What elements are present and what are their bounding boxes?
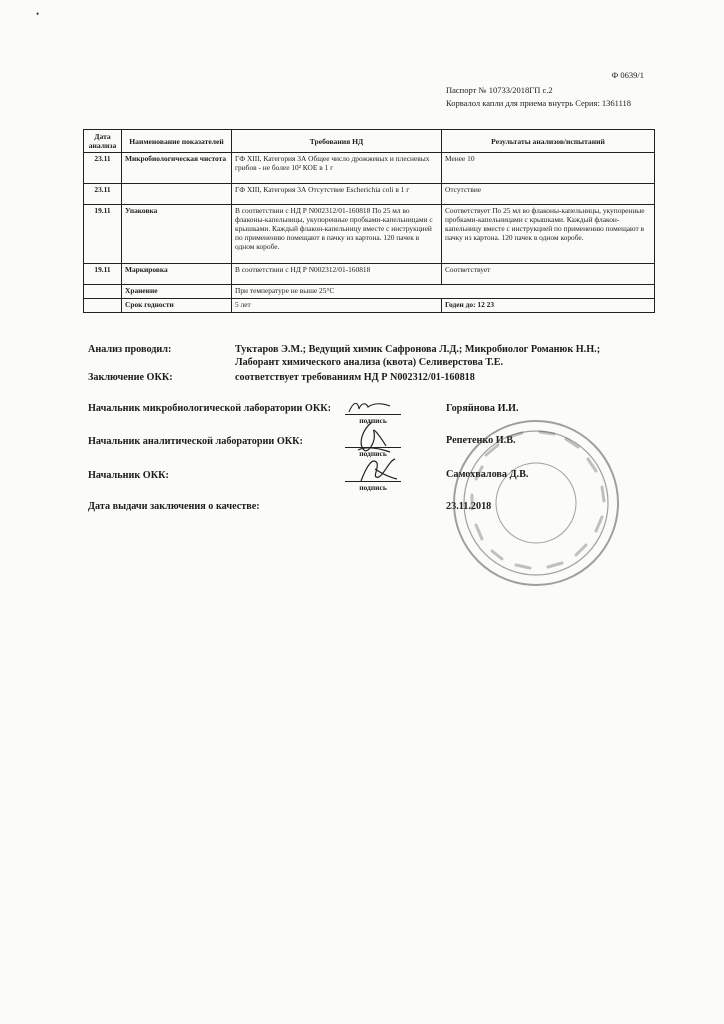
row-indicator: Срок годности [122,299,232,313]
conclusion-text: соответствует требованиям НД Р N002312/01-160818 [235,372,475,383]
row-requirement: 5 лет [232,299,442,313]
row-result: Отсутствие [442,184,655,205]
form-code: Ф 0639/1 [611,70,644,80]
column-header: Наименование показателей [122,130,232,153]
results-table [83,129,655,313]
column-header: Требования НД [232,130,442,153]
table-row [84,285,655,299]
row-requirement: При температуре не выше 25°С [232,285,655,299]
row-indicator: Хранение [122,285,232,299]
scan-dot-mark: • [36,9,40,19]
row-result: Соответствует [442,264,655,285]
issue-date-label: Дата выдачи заключения о качестве: [88,501,260,512]
column-header: Дата анализа [84,130,122,153]
table-row [84,205,655,264]
row-date [84,299,122,313]
row-requirement: В соответствии с НД Р N002312/01-160818 По 25 мл во флаконы-капельницы, укупоренные пробками-капельницами с крышками. Каждый флакон-капельницу вместе с инструкцией по применению помещают в пачку из картона. 120 пачек в одном коробе. [232,205,442,264]
signature-role-okk: Начальник ОКК: [88,470,169,481]
conclusion-label: Заключение ОКК: [88,372,173,383]
row-result: Годен до: 12 23 [442,299,655,313]
row-requirement: ГФ XIII, Категория 3А Общее число дрожжевых и плесневых грибов - не более 10² КОЕ в 1 г [232,153,442,184]
row-requirement: ГФ XIII, Категория 3А Отсутствие Escherichia coli в 1 г [232,184,442,205]
row-date: 23.11 [84,184,122,205]
analysis-label: Анализ проводил: [88,344,172,355]
handwritten-signature [346,398,394,416]
round-stamp [446,415,626,590]
row-indicator [122,184,232,205]
handwritten-signature [355,455,401,485]
row-indicator: Микробиологическая чистота [122,153,232,184]
signature-name-analytic: Репетенко И.В. [446,435,516,446]
table-header-row [84,130,655,153]
handwritten-signature [350,420,396,456]
table-row [84,184,655,205]
table-row [84,299,655,313]
signature-role-analytic: Начальник аналитической лаборатории ОКК: [88,436,303,447]
signature-caption: подпись [359,483,387,492]
analysis-staff: Туктаров Э.М.; Ведущий химик Сафронова Л.Д.; Микробиолог Романюк Н.Н.; Лаборант химического анализа (квота) Селиверстова Т.Е. [235,344,601,368]
signature-role-micro: Начальник микробиологической лаборатории ОКК: [88,403,331,414]
row-date: 23.11 [84,153,122,184]
row-date: 19.11 [84,264,122,285]
signature-name-okk: Самохвалова Д.В. [446,469,529,480]
table-row [84,264,655,285]
signature-caption: подпись [359,416,387,425]
row-result: Менее 10 [442,153,655,184]
passport-number: Паспорт № 10733/2018ГП с.2 [446,85,553,95]
row-date [84,285,122,299]
issue-date: 23.11.2018 [446,501,492,512]
table-row [84,153,655,184]
product-series: Корвалол капли для приема внутрь Серия: 1361118 [446,98,632,108]
row-indicator: Упаковка [122,205,232,264]
row-indicator: Маркировка [122,264,232,285]
row-requirement: В соответствии с НД Р N002312/01-160818 [232,264,442,285]
column-header: Результаты анализов/испытаний [442,130,655,153]
passport-header [446,84,631,110]
row-date: 19.11 [84,205,122,264]
row-result: Соответствует По 25 мл во флаконы-капельницы, укупоренные пробками-капельницами с крышками. Каждый флакон-капельницу вместе с инструкцией по применению помещают в пачку из картона. 120 пачек в одном коробе. [442,205,655,264]
signature-caption: подпись [359,449,387,458]
signature-name-micro: Горяйнова И.И. [446,403,519,414]
